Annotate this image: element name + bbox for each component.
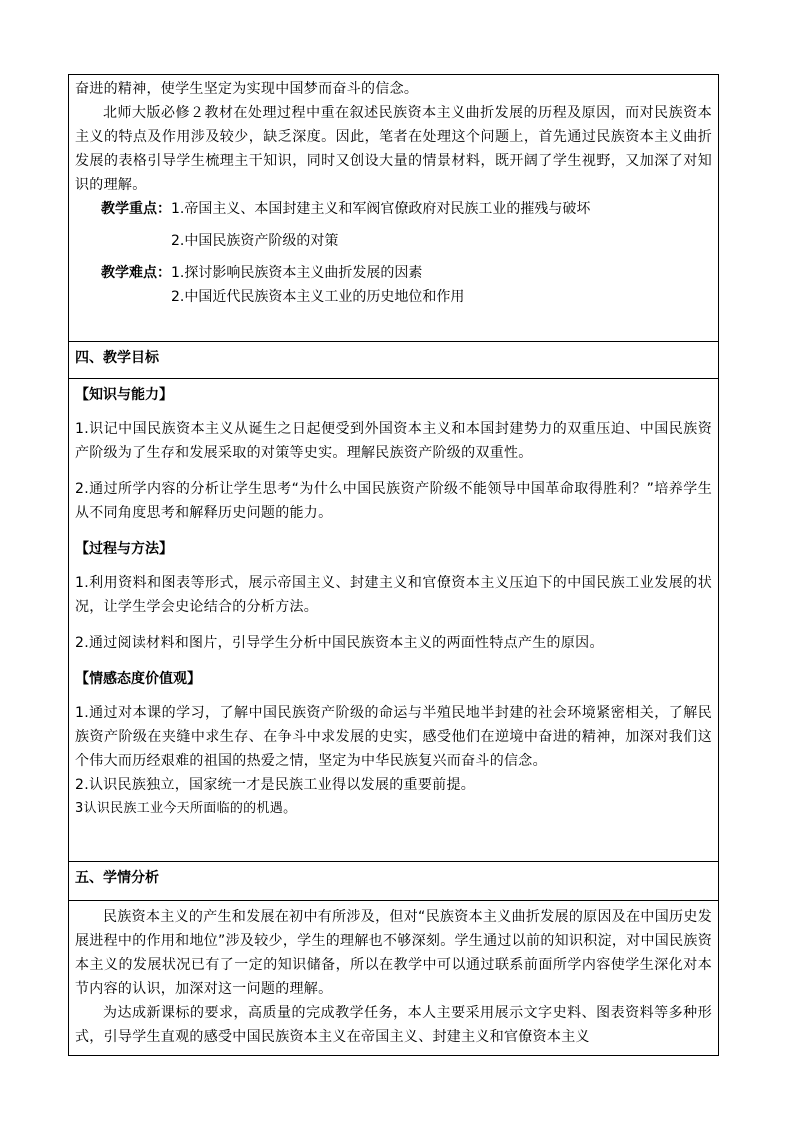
- process-objective-2: 2.通过阅读材料和图片，引导学生分析中国民族资本主义的两面性特点产生的原因。: [75, 635, 604, 651]
- knowledge-objective-1: 1.识记中国民族资本主义从诞生之日起便受到外国资本主义和本国封建势力的双重压迫、中国民族资产阶级为了生存和发展采取的对策等史实。理解民族资产阶级的双重性。: [75, 421, 712, 461]
- teaching-difficulty-item-2: 2.中国近代民族资本主义工业的历史地位和作用: [171, 289, 465, 305]
- lesson-plan-table: [68, 74, 719, 1056]
- teaching-focus-item-2: 2.中国民族资产阶级的对策: [171, 233, 339, 249]
- section-4-heading-row: [69, 342, 719, 379]
- teaching-difficulty-label: 教学难点：: [101, 265, 171, 281]
- emotion-objective-3: 3认识民族工业今天所面临的的机遇。: [75, 801, 297, 816]
- teaching-difficulty: [75, 261, 712, 285]
- textbook-analysis-paragraph: 北师大版必修２教材在处理过程中重在叙述民族资本主义曲折发展的历程及原因，而对民族资本主义的特点及作用涉及较少，缺乏深度。因此，笔者在处理这个问题上，首先通过民族资本主义曲折发展的表格引导学生梳理主干知识，同时又创设大量的情景材料，既开阔了学生视野，又加深了对知识的理解。: [75, 105, 712, 193]
- section-4-content-row: [69, 379, 719, 862]
- process-method-heading: 【过程与方法】: [75, 541, 173, 557]
- section-4-heading: 四、教学目标: [75, 350, 159, 366]
- teaching-focus-label: 教学重点：: [101, 201, 171, 217]
- document-page: [68, 74, 719, 1056]
- knowledge-ability-heading: 【知识与能力】: [75, 387, 173, 403]
- teaching-focus-item-1: 1.帝国主义、本国封建主义和军阀官僚政府对民族工业的摧残与破坏: [171, 201, 591, 217]
- emotion-objective-2: 2.认识民族独立，国家统一才是民族工业得以发展的重要前提。: [75, 777, 476, 793]
- teaching-difficulty-item-1: 1.探讨影响民族资本主义曲折发展的因素: [171, 265, 423, 281]
- student-analysis-paragraph-1: 民族资本主义的产生和发展在初中有所涉及，但对“民族资本主义曲折发展的原因及在中国历史发展进程中的作用和地位”涉及较少，学生的理解也不够深刻。学生通过以前的知识积淀，对中国民族资本主义的发展状况已有了一定的知识储备，所以在教学中可以通过联系前面所学内容使学生深化对本节内容的认识，加深对这一问题的理解。: [75, 909, 712, 997]
- teaching-objectives-cell: [69, 379, 719, 862]
- section-5-heading: 五、学情分析: [75, 870, 159, 886]
- knowledge-objective-2: 2.通过所学内容的分析让学生思考“为什么中国民族资产阶级不能领导中国革命取得胜利？”培养学生从不同角度思考和解释历史问题的能力。: [75, 481, 712, 521]
- paragraph-continuation: 奋进的精神，使学生坚定为实现中国梦而奋斗的信念。: [75, 81, 419, 97]
- section-5-content-row: [69, 901, 719, 1056]
- student-analysis-cell: [69, 901, 719, 1056]
- process-objective-1: 1.利用资料和图表等形式，展示帝国主义、封建主义和官僚资本主义压迫下的中国民族工业发展的状况，让学生学会史论结合的分析方法。: [75, 575, 712, 615]
- emotion-attitude-heading: 【情感态度价值观】: [75, 671, 201, 687]
- teaching-content-cell: [69, 75, 719, 342]
- teaching-content-row: [69, 75, 719, 342]
- section-5-heading-row: [69, 862, 719, 901]
- teaching-focus: [75, 197, 712, 221]
- emotion-objective-1: 1.通过对本课的学习，了解中国民族资产阶级的命运与半殖民地半封建的社会环境紧密相关，了解民族资产阶级在夹缝中求生存、在争斗中求发展的史实，感受他们在逆境中奋进的精神，加深对我们这个伟大而历经艰难的祖国的热爱之情，坚定为中华民族复兴而奋斗的信念。: [75, 705, 712, 769]
- student-analysis-paragraph-2: 为达成新课标的要求，高质量的完成教学任务，本人主要采用展示文字史料、图表资料等多种形式，引导学生直观的感受中国民族资本主义在帝国主义、封建主义和官僚资本主义: [75, 1005, 712, 1045]
